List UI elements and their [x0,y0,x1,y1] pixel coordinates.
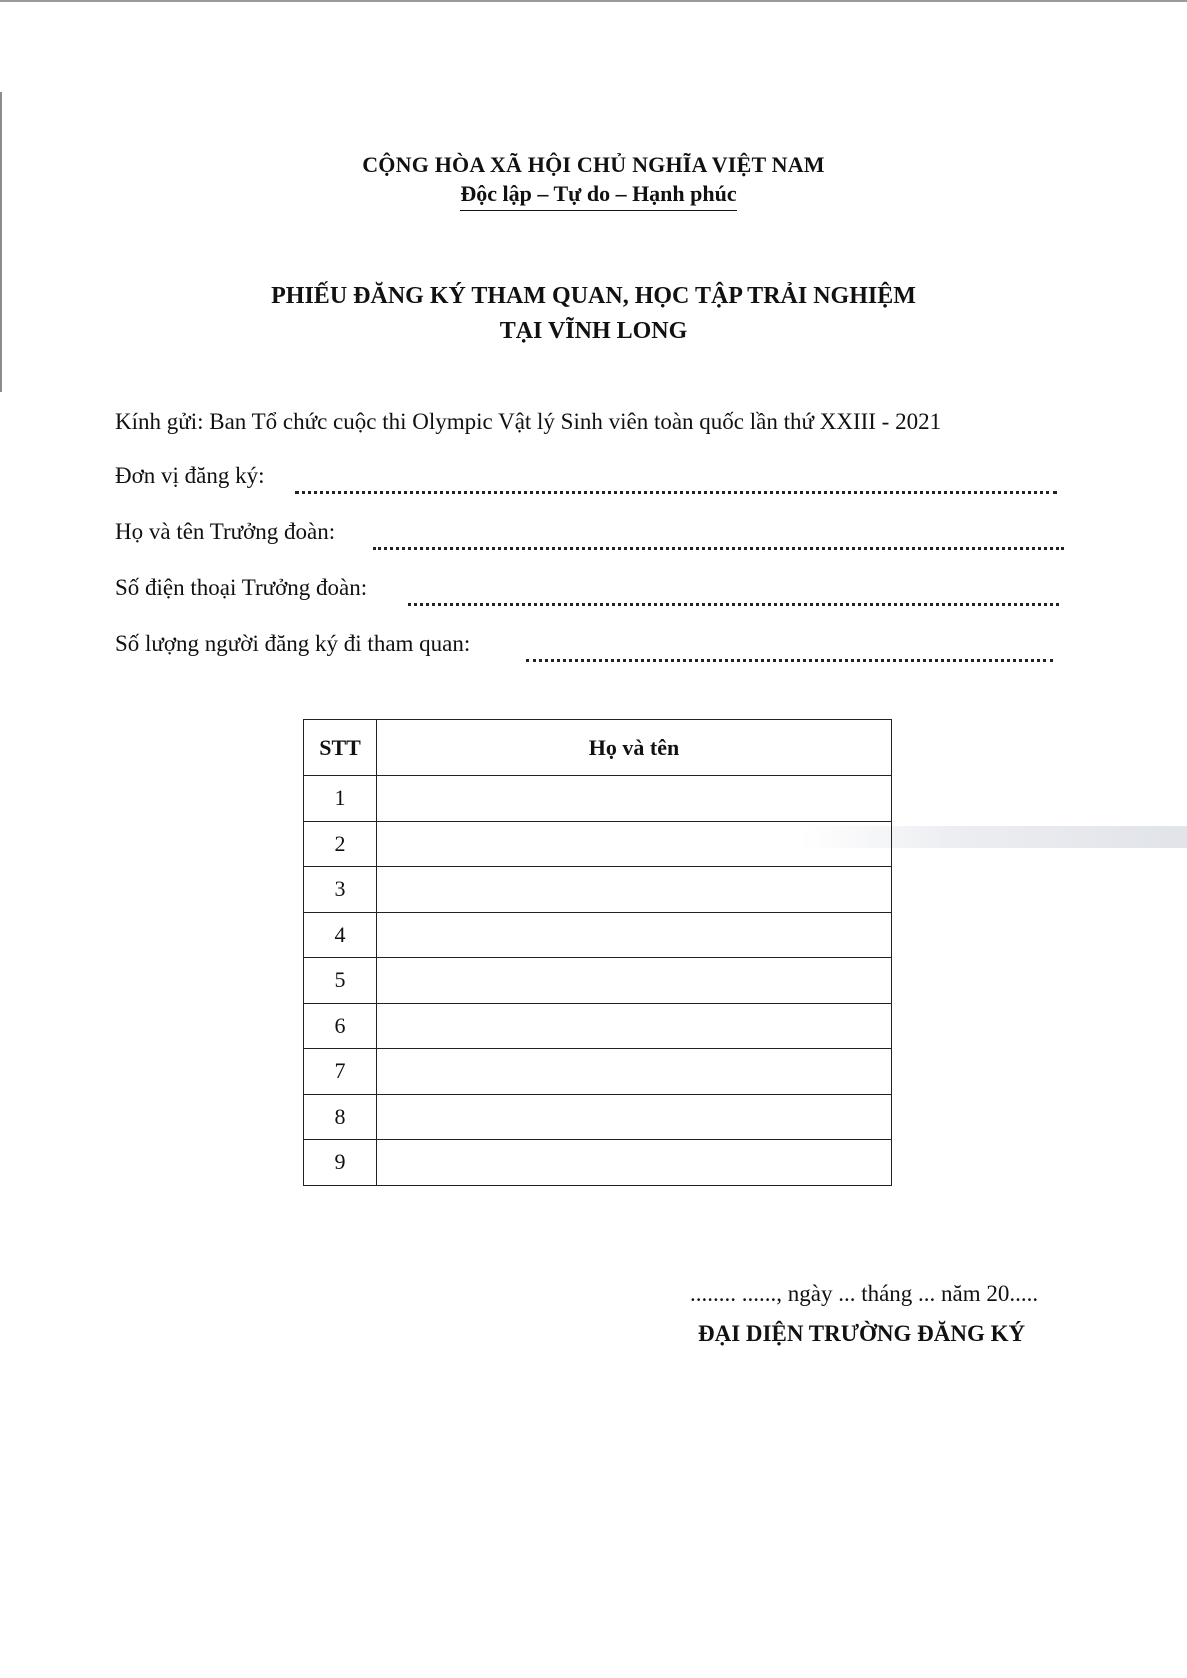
participant-count-label: Số lượng người đăng ký đi tham quan: [115,631,471,656]
table-row [304,776,892,822]
table-row [304,1049,892,1095]
table-body [304,776,892,1186]
header-stt: STT [304,720,377,776]
leader-phone-label: Số điện thoại Trưởng đoàn: [115,575,368,600]
row-number: 7 [304,1049,377,1095]
table-row [304,1003,892,1049]
motto-heading: Độc lập – Tự do – Hạnh phúc [460,181,736,211]
name-cell[interactable] [377,821,892,867]
table-row [304,1140,892,1186]
name-cell[interactable] [377,1094,892,1140]
scan-top-edge [0,0,1187,2]
row-number: 4 [304,912,377,958]
table-row [304,1094,892,1140]
row-number: 2 [304,821,377,867]
form-title-line-1: PHIẾU ĐĂNG KÝ THAM QUAN, HỌC TẬP TRẢI NGHIỆM [271,283,916,309]
name-cell[interactable] [377,1049,892,1095]
registration-table [303,719,892,1186]
participant-count-dotted-line [526,631,1053,662]
table-row [304,912,892,958]
date-line: ........ ......, ngày ... tháng ... năm 20..... [690,1281,1039,1306]
header-full-name: Họ và tên [377,720,892,776]
signatory-title: ĐẠI DIỆN TRƯỜNG ĐĂNG KÝ [698,1321,1026,1346]
table-row [304,958,892,1004]
name-cell[interactable] [377,958,892,1004]
row-number: 9 [304,1140,377,1186]
row-number: 3 [304,867,377,913]
name-cell[interactable] [377,867,892,913]
name-cell[interactable] [377,1140,892,1186]
participant-count-field[interactable] [115,631,470,657]
unit-field[interactable] [115,463,265,489]
table-row [304,867,892,913]
leader-name-label: Họ và tên Trưởng đoàn: [115,519,336,544]
table-row [304,821,892,867]
unit-dotted-line [295,463,1057,494]
row-number: 6 [304,1003,377,1049]
leader-phone-field[interactable] [115,575,367,601]
row-number: 5 [304,958,377,1004]
leader-name-dotted-line [373,519,1064,550]
row-number: 1 [304,776,377,822]
name-cell[interactable] [377,776,892,822]
motto-wrapper [0,181,1187,211]
form-title-line-2: TẠI VĨNH LONG [499,318,688,344]
addressee-line: Kính gửi: Ban Tổ chức cuộc thi Olympic Vật lý Sinh viên toàn quốc lần thứ XXIII - 2021 [115,409,942,434]
row-number: 8 [304,1094,377,1140]
leader-name-field[interactable] [115,519,335,545]
name-cell[interactable] [377,912,892,958]
table-header-row [304,720,892,776]
nation-heading: CỘNG HÒA XÃ HỘI CHỦ NGHĨA VIỆT NAM [362,152,825,177]
leader-phone-dotted-line [408,575,1059,606]
unit-label: Đơn vị đăng ký: [115,463,265,488]
name-cell[interactable] [377,1003,892,1049]
scan-left-edge [0,92,2,392]
